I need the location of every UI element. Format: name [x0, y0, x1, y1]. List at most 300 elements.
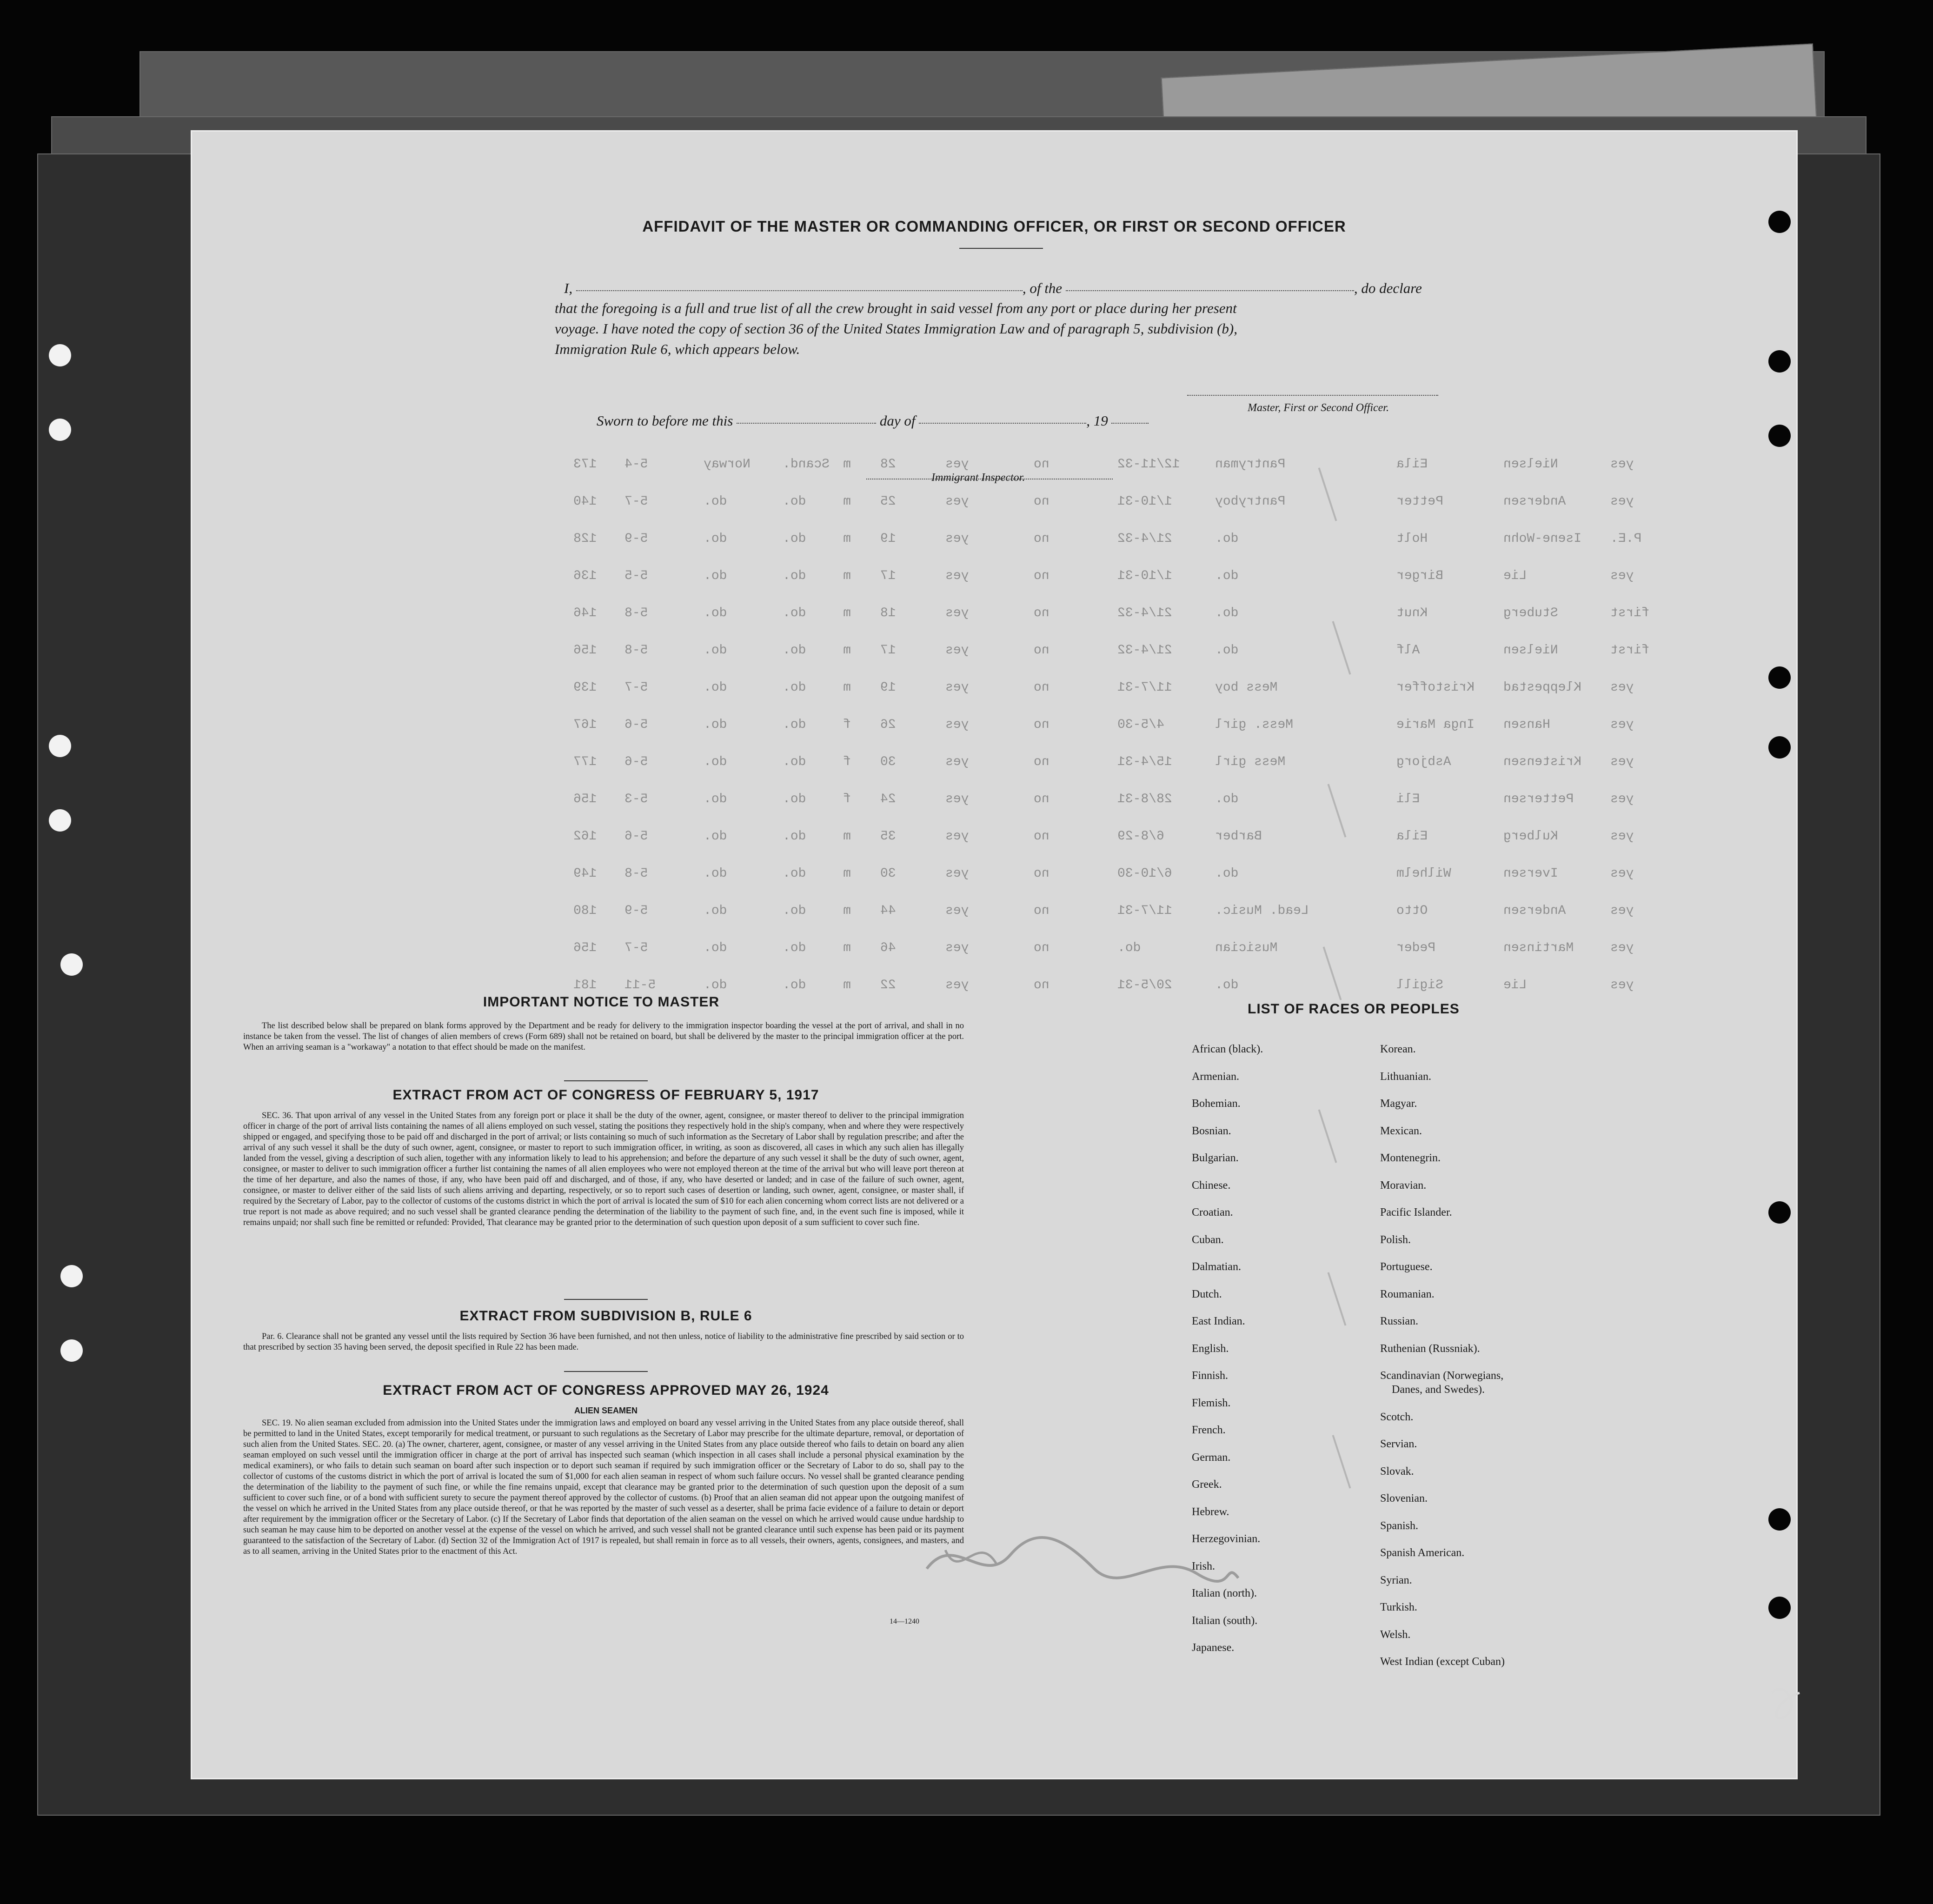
- notice-text: The list described below shall be prepared on blank forms approved by the Department and be ready for delivery to the immigration inspector boarding the vessel at the port of arrival, and shall in no instance be taken from the vessel. The list of changes of alien members of crews (Form 689) shall not be retained on board, but shall be delivered by the master to the principal immigration officer at the port. When an arriving seaman is a "workaway" a notation to that effect should be made on the manifest.: [243, 1021, 964, 1052]
- extract-1917-text: SEC. 36. That upon arrival of any vessel in the United States from any foreign port or place it shall be the duty of the owner, agent, consignee, or master thereof to deliver to the principal immigration officer in charge of the port of arrival lists containing the names of all aliens employed on such vessel, stating the positions they respectively hold in the ship's company, when and where they were respectively shipped or engaged, and specifying those to be paid off and discharged in the port of arrival; or lists containing so much of such information as the Secretary of Labor shall by regulation prescribe; and after the arrival of any such vessel it shall be the duty of such owner, agent, consignee, or master to report to such immigration officer, in writing, as soon as discovered, all cases in which any such alien has illegally landed from the vessel, giving a description of such alien, together with any information likely to lead to his apprehension; and before the departure of any such vessel it shall be the duty of such owner, agent, consignee, or master to deliver to such immigration officer a further list containing the names of all alien employees who were not employed thereon at the time of the arrival but who will leave port thereon at the time of her departure, and also the names of those, if any, who have been paid off and discharged, and of those, if any, who have deserted or landed; and in case of the failure of such owner, agent, consignee, or master to deliver either of the said lists of such aliens arriving and departing, respectively, or so to report such cases of desertion or landing, such owner, agent, consignee, or master shall, if required by the Secretary of Labor, pay to the collector of customs of the customs district in which the port of arrival is located the sum of $10 for each alien concerning whom correct lists are not delivered or a true report is not made as above required; and no such vessel shall be granted clearance pending the determination of the liability to the payment of such fine, and, in the event such fine is imposed, while it remains unpaid; nor shall such fine be remitted or refunded: Provided, That clearance may be granted prior to the determination of such question upon deposit of a sum sufficient to cover such fine.: [243, 1111, 964, 1227]
- declaration-do-declare: , do declare: [1354, 280, 1422, 296]
- race-entry: Roumanian.: [1380, 1288, 1435, 1300]
- bleedthrough-cell: Nielsen: [1503, 457, 1558, 472]
- bleedthrough-cell: do.: [704, 494, 727, 509]
- binder-hole: [49, 419, 71, 441]
- notice-heading: IMPORTANT NOTICE TO MASTER: [483, 994, 720, 1010]
- bleedthrough-cell: yes: [945, 792, 969, 806]
- race-entry: Dutch.: [1192, 1288, 1222, 1300]
- bleedthrough-cell: 177: [573, 755, 597, 769]
- form-number: 14—1240: [890, 1618, 919, 1625]
- bleedthrough-cell: yes: [1610, 755, 1634, 769]
- bleedthrough-cell: no: [1034, 494, 1050, 509]
- day-of-text: day of: [879, 413, 916, 429]
- race-entry: Russian.: [1380, 1315, 1419, 1327]
- bleedthrough-cell: yes: [945, 457, 969, 472]
- bleedthrough-row: [285, 457, 1727, 476]
- bleedthrough-cell: Lead. Music.: [1215, 904, 1309, 918]
- bleedthrough-row: [285, 718, 1727, 736]
- bleedthrough-cell: 5-8: [624, 643, 648, 658]
- pencil-corner-mark: [1758, 1674, 1813, 1730]
- race-entry: Portuguese.: [1380, 1261, 1433, 1273]
- bleedthrough-cell: 5-3: [624, 792, 648, 806]
- bleedthrough-cell: do.: [783, 792, 806, 806]
- bleedthrough-cell: yes: [1610, 680, 1634, 695]
- bleedthrough-cell: yes: [1610, 866, 1634, 881]
- year-blank: [1111, 421, 1149, 424]
- race-entry: Cuban.: [1192, 1233, 1224, 1246]
- bleedthrough-cell: m: [843, 978, 851, 992]
- race-entry: Moravian.: [1380, 1179, 1427, 1192]
- bleedthrough-cell: P.E.: [1610, 532, 1642, 546]
- bleedthrough-cell: 22: [880, 978, 896, 992]
- bleedthrough-cell: yes: [1610, 978, 1634, 992]
- race-entry: Chinese.: [1192, 1179, 1231, 1192]
- bleedthrough-cell: yes: [1610, 829, 1634, 844]
- bleedthrough-cell: yes: [945, 829, 969, 844]
- bleedthrough-cell: Andersen: [1503, 494, 1566, 509]
- bleedthrough-cell: no: [1034, 532, 1050, 546]
- race-entry: Italian (south).: [1192, 1614, 1258, 1627]
- bleedthrough-cell: m: [843, 829, 851, 844]
- bleedthrough-cell: no: [1034, 457, 1050, 472]
- bleedthrough-cell: do.: [783, 978, 806, 992]
- bleedthrough-cell: do.: [704, 606, 727, 620]
- race-entry: Montenegrin.: [1380, 1152, 1441, 1164]
- bleedthrough-cell: do.: [1215, 866, 1239, 881]
- bleedthrough-cell: Mess. girl: [1215, 718, 1294, 732]
- race-entry: Polish.: [1380, 1233, 1411, 1246]
- bleedthrough-cell: 5-8: [624, 606, 648, 620]
- bleedthrough-cell: yes: [1610, 569, 1634, 583]
- binder-hole: [49, 809, 71, 832]
- bleedthrough-cell: Knut: [1396, 606, 1428, 620]
- bleedthrough-cell: no: [1034, 643, 1050, 658]
- bleedthrough-cell: no: [1034, 792, 1050, 806]
- bleedthrough-cell: 156: [573, 941, 597, 955]
- bleedthrough-cell: do.: [783, 494, 806, 509]
- binder-hole: [60, 1265, 83, 1287]
- bleedthrough-cell: do.: [1215, 978, 1239, 992]
- affidavit-body-line: voyage. I have noted the copy of section 36 of the United States Immigration Law and of paragraph 5, subdivision (b),: [555, 320, 1237, 337]
- race-entry: Ruthenian (Russniak).: [1380, 1342, 1480, 1355]
- bleedthrough-cell: Eila: [1396, 829, 1428, 844]
- affidavit-body-line: that the foregoing is a full and true list of all the crew brought in said vessel from any port or place during her present: [555, 300, 1237, 316]
- bleedthrough-cell: Scand.: [783, 457, 830, 472]
- bleedthrough-row: [285, 755, 1727, 773]
- bleedthrough-cell: do.: [704, 643, 727, 658]
- bleedthrough-cell: do.: [783, 643, 806, 658]
- bleedthrough-cell: 30: [880, 866, 896, 881]
- bleedthrough-cell: yes: [945, 718, 969, 732]
- races-heading: LIST OF RACES OR PEOPLES: [1248, 1001, 1460, 1017]
- bleedthrough-cell: first: [1610, 643, 1650, 658]
- punch-hole: [1768, 425, 1791, 447]
- bleedthrough-cell: Lie: [1503, 569, 1527, 583]
- bleedthrough-cell: yes: [945, 569, 969, 583]
- punch-hole: [1768, 1508, 1791, 1531]
- bleedthrough-cell: yes: [945, 978, 969, 992]
- bleedthrough-cell: Sigill: [1396, 978, 1443, 992]
- extract-rule6-heading: EXTRACT FROM SUBDIVISION B, RULE 6: [459, 1308, 752, 1324]
- divider: [564, 1299, 648, 1300]
- bleedthrough-cell: yes: [1610, 494, 1634, 509]
- bleedthrough-cell: 17: [880, 569, 896, 583]
- bleedthrough-cell: do.: [1215, 643, 1239, 658]
- bleedthrough-cell: yes: [1610, 718, 1634, 732]
- bleedthrough-cell: 26: [880, 718, 896, 732]
- bleedthrough-row: [285, 532, 1727, 550]
- bleedthrough-cell: 35: [880, 829, 896, 844]
- bleedthrough-cell: 139: [573, 680, 597, 695]
- bleedthrough-cell: yes: [1610, 941, 1634, 955]
- extract-1924-text: SEC. 19. No alien seaman excluded from admission into the United States under the immigration laws and employed on board any vessel arriving in the United States from any place outside thereof, shall be permitted to land in the United States, except temporarily for medical treatment, or pursuant to such regulations as the Secretary of Labor may prescribe for the ultimate departure, removal, or deportation of such alien from the United States. SEC. 20. (a) The owner, charterer, agent, consignee, or master of any vessel arriving in the United States from any place outside thereof who fails to detain on board any alien seaman employed on such vessel until the immigration officer in charge at the port of arrival has inspected such seaman (which inspection in all cases shall include a personal physical examination by the medical examiners), or who fails to detain such seaman on board after such inspection or to deport such seaman if required by such immigration officer or the Secretary of Labor to do so, shall pay to the collector of customs of the customs district in which the port of arrival is located the sum of $1,000 for each alien seaman in respect of whom such failure occurs. No vessel shall be granted clearance pending the determination of the liability to the payment of such fine, or while the fine remains unpaid, except that clearance may be granted prior to the determination of such question upon the deposit of a sum sufficient to cover such fine, or of a bond with sufficient surety to secure the payment thereof approved by the collector of customs. (b) Proof that an alien seaman did not appear upon the outgoing manifest of the vessel on which he arrived in the United States from any place outside thereof, or that he was reported by the master of such vessel as a deserter, shall be prima facie evidence of a failure to detain or deport after requirement by the immigration officer or the Secretary of Labor. (c) If the Secretary of Labor finds that deportation of the alien seaman on the vessel on which he arrived would cause undue hardship to such seaman he may cause him to be deported on another vessel at the expense of the vessel on which he arrived, and such vessel shall not be granted clearance until such expense has been paid or its payment guaranteed to the satisfaction of the Secretary of Labor. (d) Section 32 of the Immigration Act of 1917 is repealed, but shall remain in force as to all vessels, their owners, agents, consignees, and masters, and as to all seamen, arriving in the United States prior to the enactment of this Act.: [243, 1418, 964, 1556]
- bleedthrough-cell: 25: [880, 494, 896, 509]
- bleedthrough-cell: 167: [573, 718, 597, 732]
- bleedthrough-cell: do.: [704, 941, 727, 955]
- bleedthrough-cell: yes: [945, 532, 969, 546]
- race-entry: Bosnian.: [1192, 1125, 1231, 1137]
- race-entry: Welsh.: [1380, 1628, 1411, 1641]
- bleedthrough-cell: yes: [945, 494, 969, 509]
- race-entry: Spanish.: [1380, 1519, 1419, 1532]
- bleedthrough-cell: Norway: [704, 457, 751, 472]
- bleedthrough-cell: Birger: [1396, 569, 1443, 583]
- bleedthrough-cell: no: [1034, 718, 1050, 732]
- punch-hole: [1768, 1597, 1791, 1619]
- bleedthrough-cell: 156: [573, 792, 597, 806]
- bleedthrough-cell: Eli: [1396, 792, 1420, 806]
- race-entry: Scandinavian (Norwegians,: [1380, 1370, 1504, 1382]
- bleedthrough-cell: 5-4: [624, 457, 648, 472]
- bleedthrough-cell: yes: [945, 866, 969, 881]
- bleedthrough-cell: 181: [573, 978, 597, 992]
- race-entry: Servian.: [1380, 1438, 1417, 1450]
- race-entry: Flemish.: [1192, 1397, 1231, 1409]
- bleedthrough-cell: 5-6: [624, 829, 648, 844]
- bleedthrough-cell: do.: [704, 569, 727, 583]
- bleedthrough-row: [285, 680, 1727, 699]
- bleedthrough-cell: do.: [783, 829, 806, 844]
- bleedthrough-cell: Mess girl: [1215, 755, 1286, 769]
- bleedthrough-row: [285, 494, 1727, 513]
- bleedthrough-cell: 1/10-31: [1117, 494, 1172, 509]
- bleedthrough-cell: Otto: [1396, 904, 1428, 918]
- binder-hole: [49, 735, 71, 757]
- bleedthrough-cell: do.: [783, 941, 806, 955]
- bleedthrough-cell: do.: [783, 755, 806, 769]
- bleedthrough-cell: do.: [704, 792, 727, 806]
- bleedthrough-cell: Barber: [1215, 829, 1262, 844]
- divider: [564, 1371, 648, 1372]
- sworn-date-blank: [737, 421, 876, 424]
- bleedthrough-cell: 6/8-29: [1117, 829, 1164, 844]
- race-entry: Greek.: [1192, 1478, 1222, 1491]
- master-signature-blank: [1187, 393, 1438, 396]
- bleedthrough-row: [285, 978, 1727, 997]
- bleedthrough-cell: yes: [945, 755, 969, 769]
- bleedthrough-cell: 136: [573, 569, 597, 583]
- bleedthrough-cell: yes: [1610, 792, 1634, 806]
- bleedthrough-cell: 30: [880, 755, 896, 769]
- divider: [959, 248, 1043, 249]
- race-entry: Korean.: [1380, 1043, 1416, 1055]
- race-entry: African (black).: [1192, 1043, 1263, 1055]
- race-entry: East Indian.: [1192, 1315, 1245, 1327]
- extract-1924-subheading: ALIEN SEAMEN: [574, 1406, 638, 1415]
- race-entry: Italian (north).: [1192, 1587, 1257, 1599]
- bleedthrough-cell: 5-7: [624, 494, 648, 509]
- race-entry: Pacific Islander.: [1380, 1206, 1452, 1218]
- bleedthrough-cell: 128: [573, 532, 597, 546]
- bleedthrough-cell: no: [1034, 904, 1050, 918]
- bleedthrough-cell: m: [843, 569, 851, 583]
- bleedthrough-cell: 19: [880, 532, 896, 546]
- race-entry: Bohemian.: [1192, 1098, 1241, 1110]
- month-blank: [919, 421, 1086, 424]
- race-entry: Lithuanian.: [1380, 1070, 1431, 1083]
- bleedthrough-cell: 5-9: [624, 904, 648, 918]
- bleedthrough-cell: 173: [573, 457, 597, 472]
- bleedthrough-cell: Eila: [1396, 457, 1428, 472]
- race-entry: Herzegovinian.: [1192, 1533, 1261, 1545]
- bleedthrough-cell: 146: [573, 606, 597, 620]
- bleedthrough-cell: 5-6: [624, 718, 648, 732]
- sworn-line: [597, 411, 1149, 431]
- bleedthrough-cell: f: [843, 755, 851, 769]
- bleedthrough-cell: 140: [573, 494, 597, 509]
- affidavit-title: AFFIDAVIT OF THE MASTER OR COMMANDING OFFICER, OR FIRST OR SECOND OFFICER: [642, 218, 1346, 235]
- bleedthrough-cell: Mess boy: [1215, 680, 1278, 695]
- bleedthrough-cell: Iversen: [1503, 866, 1558, 881]
- bleedthrough-cell: Andersen: [1503, 904, 1566, 918]
- extract-1924-heading: EXTRACT FROM ACT OF CONGRESS APPROVED MAY 26, 1924: [383, 1383, 829, 1398]
- bleedthrough-cell: 18: [880, 606, 896, 620]
- race-entry: Magyar.: [1380, 1098, 1417, 1110]
- bleedthrough-cell: 1/10-31: [1117, 569, 1172, 583]
- bleedthrough-cell: do.: [704, 829, 727, 844]
- bleedthrough-cell: do.: [1117, 941, 1141, 955]
- bleedthrough-cell: Martinsen: [1503, 941, 1574, 955]
- bleedthrough-cell: do.: [704, 978, 727, 992]
- bleedthrough-cell: yes: [945, 680, 969, 695]
- bleedthrough-cell: 21/4-32: [1117, 606, 1172, 620]
- bleedthrough-cell: yes: [1610, 904, 1634, 918]
- punch-hole: [1768, 666, 1791, 689]
- bleedthrough-cell: 20/5-31: [1117, 978, 1172, 992]
- bleedthrough-cell: 11/7-31: [1117, 904, 1172, 918]
- race-entry: Danes, and Swedes).: [1392, 1384, 1485, 1396]
- bleedthrough-cell: 156: [573, 643, 597, 658]
- bleedthrough-cell: yes: [945, 941, 969, 955]
- bleedthrough-cell: 28/8-31: [1117, 792, 1172, 806]
- bleedthrough-cell: no: [1034, 866, 1050, 881]
- bleedthrough-row: [285, 606, 1727, 625]
- bleedthrough-cell: do.: [1215, 792, 1239, 806]
- name-blank: [576, 288, 1023, 291]
- bleedthrough-cell: Alf: [1396, 643, 1420, 658]
- bleedthrough-cell: 19: [880, 680, 896, 695]
- bleedthrough-cell: m: [843, 941, 851, 955]
- bleedthrough-cell: Peder: [1396, 941, 1436, 955]
- bleedthrough-cell: 17: [880, 643, 896, 658]
- pencil-check-mark: [1332, 1435, 1351, 1488]
- binder-hole: [60, 953, 83, 976]
- bleedthrough-cell: Petter: [1396, 494, 1443, 509]
- race-entry: West Indian (except Cuban): [1380, 1656, 1505, 1668]
- punch-hole: [1768, 1201, 1791, 1224]
- bleedthrough-cell: 28: [880, 457, 896, 472]
- punch-hole: [1768, 350, 1791, 373]
- bleedthrough-cell: 12/11-32: [1117, 457, 1180, 472]
- binder-hole: [60, 1339, 83, 1362]
- bleedthrough-cell: no: [1034, 941, 1050, 955]
- race-entry: Finnish.: [1192, 1370, 1229, 1382]
- bleedthrough-cell: yes: [1610, 457, 1634, 472]
- vessel-blank: [1066, 288, 1354, 291]
- bleedthrough-cell: 15/4-31: [1117, 755, 1172, 769]
- bleedthrough-cell: Isene-Wohn: [1503, 532, 1582, 546]
- bleedthrough-cell: 5-6: [624, 755, 648, 769]
- bleedthrough-cell: 4/5-30: [1117, 718, 1164, 732]
- race-entry: Turkish.: [1380, 1601, 1417, 1613]
- bleedthrough-cell: do.: [783, 718, 806, 732]
- bleedthrough-cell: 46: [880, 941, 896, 955]
- bleedthrough-cell: m: [843, 643, 851, 658]
- bleedthrough-cell: 5-7: [624, 680, 648, 695]
- bleedthrough-cell: 11/7-31: [1117, 680, 1172, 695]
- bleedthrough-cell: m: [843, 606, 851, 620]
- bleedthrough-cell: no: [1034, 829, 1050, 844]
- extract-rule6-text: Par. 6. Clearance shall not be granted any vessel until the lists required by Section 36 have been furnished, and not then unless, notice of liability to the administrative fine prescribed by said section or to that prescribed by section 35 having been served, the deposit specified in Rule 22 has been made.: [243, 1332, 964, 1352]
- bleedthrough-cell: do.: [783, 569, 806, 583]
- bleedthrough-cell: do.: [704, 866, 727, 881]
- bleedthrough-row: [285, 866, 1727, 885]
- bleedthrough-cell: 5-7: [624, 941, 648, 955]
- bleedthrough-cell: no: [1034, 978, 1050, 992]
- bleedthrough-cell: Musician: [1215, 941, 1278, 955]
- bleedthrough-row: [285, 792, 1727, 811]
- bleedthrough-cell: no: [1034, 755, 1050, 769]
- bleedthrough-cell: 180: [573, 904, 597, 918]
- bleedthrough-row: [285, 829, 1727, 848]
- bleedthrough-cell: Lie: [1503, 978, 1527, 992]
- race-entry: Slovak.: [1380, 1465, 1414, 1478]
- declaration-i: I,: [564, 280, 573, 296]
- bleedthrough-cell: 149: [573, 866, 597, 881]
- handwritten-signature: [917, 1513, 1243, 1606]
- bleedthrough-cell: 44: [880, 904, 896, 918]
- bleedthrough-row: [285, 643, 1727, 662]
- race-entry: Bulgarian.: [1192, 1152, 1239, 1164]
- manifest-page: [191, 130, 1798, 1779]
- bleedthrough-cell: Kristoffer: [1396, 680, 1475, 695]
- bleedthrough-cell: no: [1034, 569, 1050, 583]
- extract-1917-heading: EXTRACT FROM ACT OF CONGRESS OF FEBRUARY 5, 1917: [392, 1087, 819, 1103]
- bleedthrough-cell: yes: [945, 904, 969, 918]
- bleedthrough-cell: do.: [1215, 532, 1239, 546]
- sworn-text: Sworn to before me this: [597, 413, 733, 429]
- pencil-check-mark: [1328, 1272, 1347, 1325]
- pencil-check-mark: [1318, 1109, 1337, 1163]
- bleedthrough-cell: m: [843, 866, 851, 881]
- race-entry: Mexican.: [1380, 1125, 1422, 1137]
- bleedthrough-cell: 5-9: [624, 532, 648, 546]
- bleedthrough-cell: 6/10-30: [1117, 866, 1172, 881]
- bleedthrough-cell: do.: [783, 680, 806, 695]
- bleedthrough-cell: no: [1034, 606, 1050, 620]
- race-entry: Syrian.: [1380, 1574, 1412, 1586]
- bleedthrough-cell: Pettersen: [1503, 792, 1574, 806]
- bleedthrough-cell: first: [1610, 606, 1650, 620]
- bleedthrough-cell: Kristensen: [1503, 755, 1582, 769]
- bleedthrough-cell: do.: [704, 718, 727, 732]
- race-entry: English.: [1192, 1342, 1229, 1355]
- bleedthrough-cell: 21/4-32: [1117, 643, 1172, 658]
- affidavit-body-line: Immigration Rule 6, which appears below.: [555, 341, 800, 357]
- race-entry: Croatian.: [1192, 1206, 1233, 1218]
- race-entry: French.: [1192, 1424, 1226, 1436]
- bleedthrough-cell: do.: [704, 680, 727, 695]
- bleedthrough-cell: do.: [704, 755, 727, 769]
- bleedthrough-cell: Kulberg: [1503, 829, 1558, 844]
- bleedthrough-cell: m: [843, 680, 851, 695]
- master-caption: Master, First or Second Officer.: [1248, 402, 1389, 414]
- bleedthrough-cell: yes: [945, 643, 969, 658]
- race-entry: Japanese.: [1192, 1642, 1235, 1654]
- declaration-of-the: , of the: [1022, 280, 1063, 296]
- race-entry: Slovenian.: [1380, 1492, 1428, 1505]
- bleedthrough-cell: Holt: [1396, 532, 1428, 546]
- bleedthrough-cell: Kleppestad: [1503, 680, 1582, 695]
- bleedthrough-cell: 21/4-32: [1117, 532, 1172, 546]
- binder-hole: [49, 344, 71, 366]
- inspector-caption: Immigrant Inspector.: [931, 472, 1025, 484]
- bleedthrough-cell: f: [843, 792, 851, 806]
- bleedthrough-cell: f: [843, 718, 851, 732]
- race-entry: Spanish American.: [1380, 1547, 1465, 1559]
- bleedthrough-cell: m: [843, 904, 851, 918]
- race-entry: German.: [1192, 1451, 1231, 1464]
- bleedthrough-cell: do.: [1215, 569, 1239, 583]
- bleedthrough-cell: no: [1034, 680, 1050, 695]
- race-entry: Dalmatian.: [1192, 1261, 1241, 1273]
- bleedthrough-cell: do.: [704, 904, 727, 918]
- bleedthrough-cell: 5-5: [624, 569, 648, 583]
- bleedthrough-cell: do.: [783, 866, 806, 881]
- bleedthrough-cell: Pantryboy: [1215, 494, 1286, 509]
- bleedthrough-row: [285, 941, 1727, 959]
- race-entry: Scotch.: [1380, 1411, 1414, 1423]
- bleedthrough-cell: Pantryman: [1215, 457, 1286, 472]
- bleedthrough-cell: Wilhelm: [1396, 866, 1451, 881]
- bleedthrough-cell: Asbjorg: [1396, 755, 1451, 769]
- bleedthrough-cell: do.: [1215, 606, 1239, 620]
- bleedthrough-cell: m: [843, 532, 851, 546]
- bleedthrough-cell: Nielsen: [1503, 643, 1558, 658]
- bleedthrough-row: [285, 569, 1727, 587]
- declaration-line: [564, 278, 1422, 299]
- bleedthrough-cell: Hansen: [1503, 718, 1550, 732]
- race-entry: Irish.: [1192, 1560, 1215, 1572]
- bleedthrough-cell: 24: [880, 792, 896, 806]
- bleedthrough-cell: do.: [783, 904, 806, 918]
- punch-hole: [1768, 736, 1791, 759]
- bleedthrough-cell: Stuberg: [1503, 606, 1558, 620]
- race-entry: Armenian.: [1192, 1070, 1239, 1083]
- bleedthrough-cell: 162: [573, 829, 597, 844]
- bleedthrough-cell: m: [843, 494, 851, 509]
